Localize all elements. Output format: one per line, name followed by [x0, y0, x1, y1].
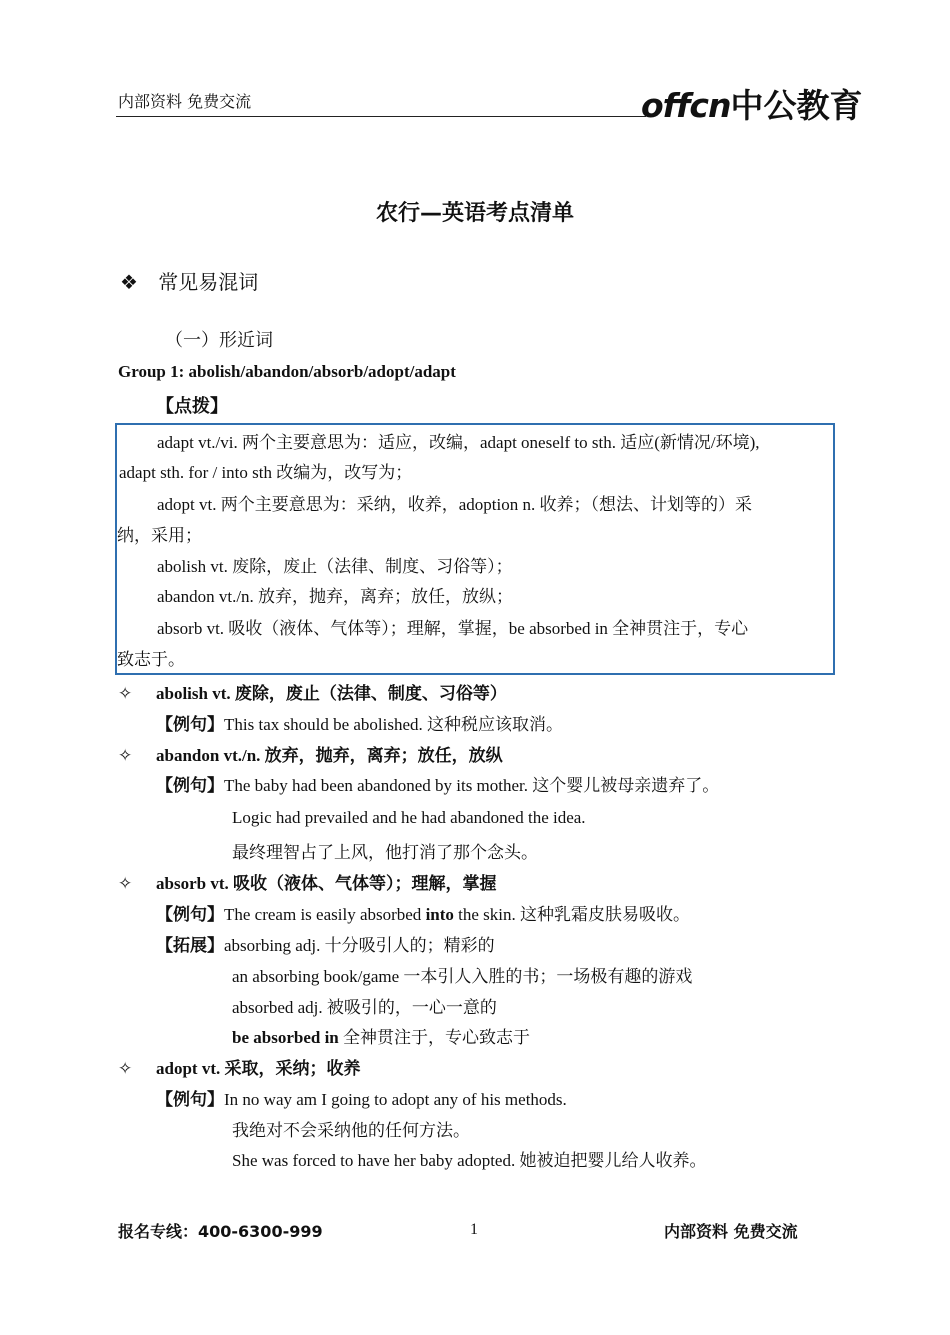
example-line: 我绝对不会采纳他的任何方法。: [232, 1121, 470, 1140]
footer-hotline: 报名专线：400-6300-999: [118, 1222, 323, 1241]
box-line: adapt vt./vi. 两个主要意思为：适应，改编，adapt oneself to sth. 适应(新情况/环境),: [157, 433, 760, 452]
example-line: 【例句】The cream is easily absorbed into the skin. 这种乳霜皮肤易吸收。: [156, 905, 691, 925]
box-line: 纳，采用；: [117, 526, 202, 545]
diamond-icon: ✧: [118, 874, 133, 894]
logo-en: offcn: [641, 86, 731, 125]
box-line: 致志于。: [117, 650, 185, 669]
footer-right-text: 内部资料 免费交流: [664, 1222, 798, 1241]
offcn-logo: [641, 80, 862, 127]
box-line: adopt vt. 两个主要意思为：采纳，收养，adoption n. 收养；（想法、计划等的）采: [157, 495, 752, 514]
extension-label: 【拓展】: [156, 936, 224, 956]
diamond-icon: ✧: [118, 1059, 133, 1079]
extension-line: be absorbed in 全神贯注于，专心致志于: [232, 1028, 530, 1047]
header-left-text: 内部资料 免费交流: [118, 92, 252, 111]
example-line: 【例句】This tax should be abolished. 这种税应该取消。: [156, 715, 564, 735]
extension-line: an absorbing book/game 一本引人入胜的书；一场极有趣的游戏: [232, 967, 693, 986]
group-title: Group 1: abolish/abandon/absorb/adopt/adapt: [118, 362, 456, 381]
header-rule: [116, 116, 646, 117]
example-line: 最终理智占了上风，他打消了那个念头。: [232, 843, 538, 862]
example-label: 【例句】: [156, 905, 224, 925]
box-line: absorb vt. 吸收（液体、气体等）；理解，掌握，be absorbed in 全神贯注于，专心: [157, 619, 749, 638]
section-heading: [120, 266, 258, 295]
section-bullet-icon: ❖: [120, 270, 138, 294]
logo-cn: 中公教育: [730, 86, 863, 125]
example-label: 【例句】: [156, 715, 224, 735]
entry-headword: ✧ abolish vt. 废除，废止（法律、制度、习俗等）: [118, 684, 507, 704]
entry-headword: ✧ abandon vt./n. 放弃，抛弃，离弃；放任，放纵: [118, 746, 503, 766]
box-line: adapt sth. for / into sth 改编为，改写为；: [119, 463, 413, 482]
example-line: 【例句】The baby had been abandoned by its mother. 这个婴儿被母亲遗弃了。: [156, 776, 720, 796]
diamond-icon: ✧: [118, 746, 133, 766]
extension-line: 【拓展】absorbing adj. 十分吸引人的；精彩的: [156, 936, 495, 956]
page-number: 1: [470, 1221, 478, 1238]
hint-box: [115, 423, 835, 675]
entry-headword: ✧ adopt vt. 采取，采纳；收养: [118, 1059, 361, 1079]
section-heading-text: 常见易混词: [158, 270, 259, 294]
example-label: 【例句】: [156, 776, 224, 796]
hint-label: 【点拨】: [156, 396, 228, 417]
extension-line: absorbed adj. 被吸引的，一心一意的: [232, 998, 497, 1017]
box-line: abolish vt. 废除，废止（法律、制度、习俗等）；: [157, 557, 513, 576]
example-line: Logic had prevailed and he had abandoned the idea.: [232, 808, 586, 827]
box-line: abandon vt./n. 放弃，抛弃，离弃；放任，放纵；: [157, 587, 514, 606]
example-label: 【例句】: [156, 1090, 224, 1110]
page-title: 农行—英语考点清单: [375, 201, 574, 226]
sub-heading: （一）形近词: [165, 330, 273, 351]
diamond-icon: ✧: [118, 684, 133, 704]
example-line: She was forced to have her baby adopted. 她被迫把婴儿给人收养。: [232, 1151, 707, 1170]
example-line: 【例句】In no way am I going to adopt any of his methods.: [156, 1090, 567, 1110]
entry-headword: ✧ absorb vt. 吸收（液体、气体等）；理解，掌握: [118, 874, 497, 894]
